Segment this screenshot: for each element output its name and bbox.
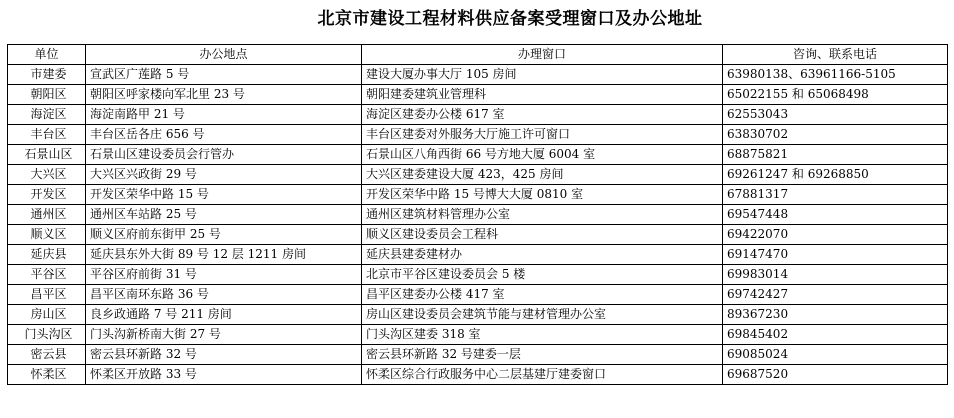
table-row	[8, 245, 948, 265]
cell-address: 大兴区兴政街 29 号	[86, 165, 362, 185]
cell-window: 开发区荣华中路 15 号博大大厦 0810 室	[362, 185, 723, 205]
header-window: 办理窗口	[362, 45, 723, 65]
cell-address: 丰台区岳各庄 656 号	[86, 125, 362, 145]
cell-address: 延庆县东外大街 89 号 12 层 1211 房间	[86, 245, 362, 265]
cell-unit: 市建委	[8, 65, 86, 85]
cell-phone: 69261247 和 69268850	[723, 165, 948, 185]
cell-window: 建设大厦办事大厅 105 房间	[362, 65, 723, 85]
cell-window: 朝阳建委建筑业管理科	[362, 85, 723, 105]
cell-unit: 怀柔区	[8, 365, 86, 385]
cell-unit: 平谷区	[8, 265, 86, 285]
cell-phone: 63980138、63961166-5105	[723, 65, 948, 85]
table-row	[8, 325, 948, 345]
cell-window: 延庆县建委建材办	[362, 245, 723, 265]
cell-address: 昌平区南环东路 36 号	[86, 285, 362, 305]
cell-phone: 89367230	[723, 305, 948, 325]
cell-window: 石景山区八角西街 66 号方地大厦 6004 室	[362, 145, 723, 165]
office-address-table	[7, 44, 948, 385]
table-row	[8, 285, 948, 305]
table-row	[8, 265, 948, 285]
cell-unit: 延庆县	[8, 245, 86, 265]
table-row	[8, 85, 948, 105]
cell-window: 顺义区建设委员会工程科	[362, 225, 723, 245]
cell-unit: 海淀区	[8, 105, 86, 125]
cell-phone: 69687520	[723, 365, 948, 385]
table-row	[8, 185, 948, 205]
cell-address: 密云县环新路 32 号	[86, 345, 362, 365]
cell-address: 良乡政通路 7 号 211 房间	[86, 305, 362, 325]
cell-window: 丰台区建委对外服务大厅施工许可窗口	[362, 125, 723, 145]
table-row	[8, 165, 948, 185]
cell-phone: 68875821	[723, 145, 948, 165]
cell-phone: 69845402	[723, 325, 948, 345]
cell-unit: 通州区	[8, 205, 86, 225]
header-unit: 单位	[8, 45, 86, 65]
table-row	[8, 365, 948, 385]
cell-unit: 大兴区	[8, 165, 86, 185]
cell-address: 海淀南路甲 21 号	[86, 105, 362, 125]
cell-phone: 69147470	[723, 245, 948, 265]
cell-unit: 顺义区	[8, 225, 86, 245]
cell-address: 石景山区建设委员会行管办	[86, 145, 362, 165]
table-row	[8, 125, 948, 145]
cell-window: 门头沟区建委 318 室	[362, 325, 723, 345]
table-row	[8, 65, 948, 85]
cell-unit: 朝阳区	[8, 85, 86, 105]
cell-phone: 62553043	[723, 105, 948, 125]
cell-phone: 69983014	[723, 265, 948, 285]
cell-unit: 石景山区	[8, 145, 86, 165]
cell-window: 昌平区建委办公楼 417 室	[362, 285, 723, 305]
cell-window: 海淀区建委办公楼 617 室	[362, 105, 723, 125]
cell-phone: 65022155 和 65068498	[723, 85, 948, 105]
cell-phone: 69742427	[723, 285, 948, 305]
table-row	[8, 205, 948, 225]
cell-window: 怀柔区综合行政服务中心二层基建厅建委窗口	[362, 365, 723, 385]
cell-phone: 69422070	[723, 225, 948, 245]
cell-address: 门头沟新桥南大街 27 号	[86, 325, 362, 345]
cell-unit: 门头沟区	[8, 325, 86, 345]
cell-address: 怀柔区开放路 33 号	[86, 365, 362, 385]
cell-address: 通州区车站路 25 号	[86, 205, 362, 225]
cell-phone: 69085024	[723, 345, 948, 365]
cell-unit: 密云县	[8, 345, 86, 365]
cell-unit: 昌平区	[8, 285, 86, 305]
cell-address: 顺义区府前东街甲 25 号	[86, 225, 362, 245]
cell-window: 北京市平谷区建设委员会 5 楼	[362, 265, 723, 285]
header-address: 办公地点	[86, 45, 362, 65]
cell-window: 通州区建筑材料管理办公室	[362, 205, 723, 225]
table-header-row	[8, 45, 948, 65]
cell-unit: 开发区	[8, 185, 86, 205]
table-body	[8, 65, 948, 385]
cell-address: 开发区荣华中路 15 号	[86, 185, 362, 205]
table-row	[8, 225, 948, 245]
table-row	[8, 305, 948, 325]
table-row	[8, 105, 948, 125]
cell-address: 宣武区广莲路 5 号	[86, 65, 362, 85]
cell-window: 大兴区建委建设大厦 423，425 房间	[362, 165, 723, 185]
table-row	[8, 345, 948, 365]
cell-window: 房山区建设委员会建筑节能与建材管理办公室	[362, 305, 723, 325]
cell-phone: 67881317	[723, 185, 948, 205]
cell-phone: 69547448	[723, 205, 948, 225]
cell-unit: 丰台区	[8, 125, 86, 145]
cell-window: 密云县环新路 32 号建委一层	[362, 345, 723, 365]
cell-unit: 房山区	[8, 305, 86, 325]
cell-address: 平谷区府前街 31 号	[86, 265, 362, 285]
table-row	[8, 145, 948, 165]
document-title: 北京市建设工程材料供应备案受理窗口及办公地址	[317, 9, 703, 29]
cell-phone: 63830702	[723, 125, 948, 145]
header-phone: 咨询、联系电话	[723, 45, 948, 65]
cell-address: 朝阳区呼家楼向军北里 23 号	[86, 85, 362, 105]
